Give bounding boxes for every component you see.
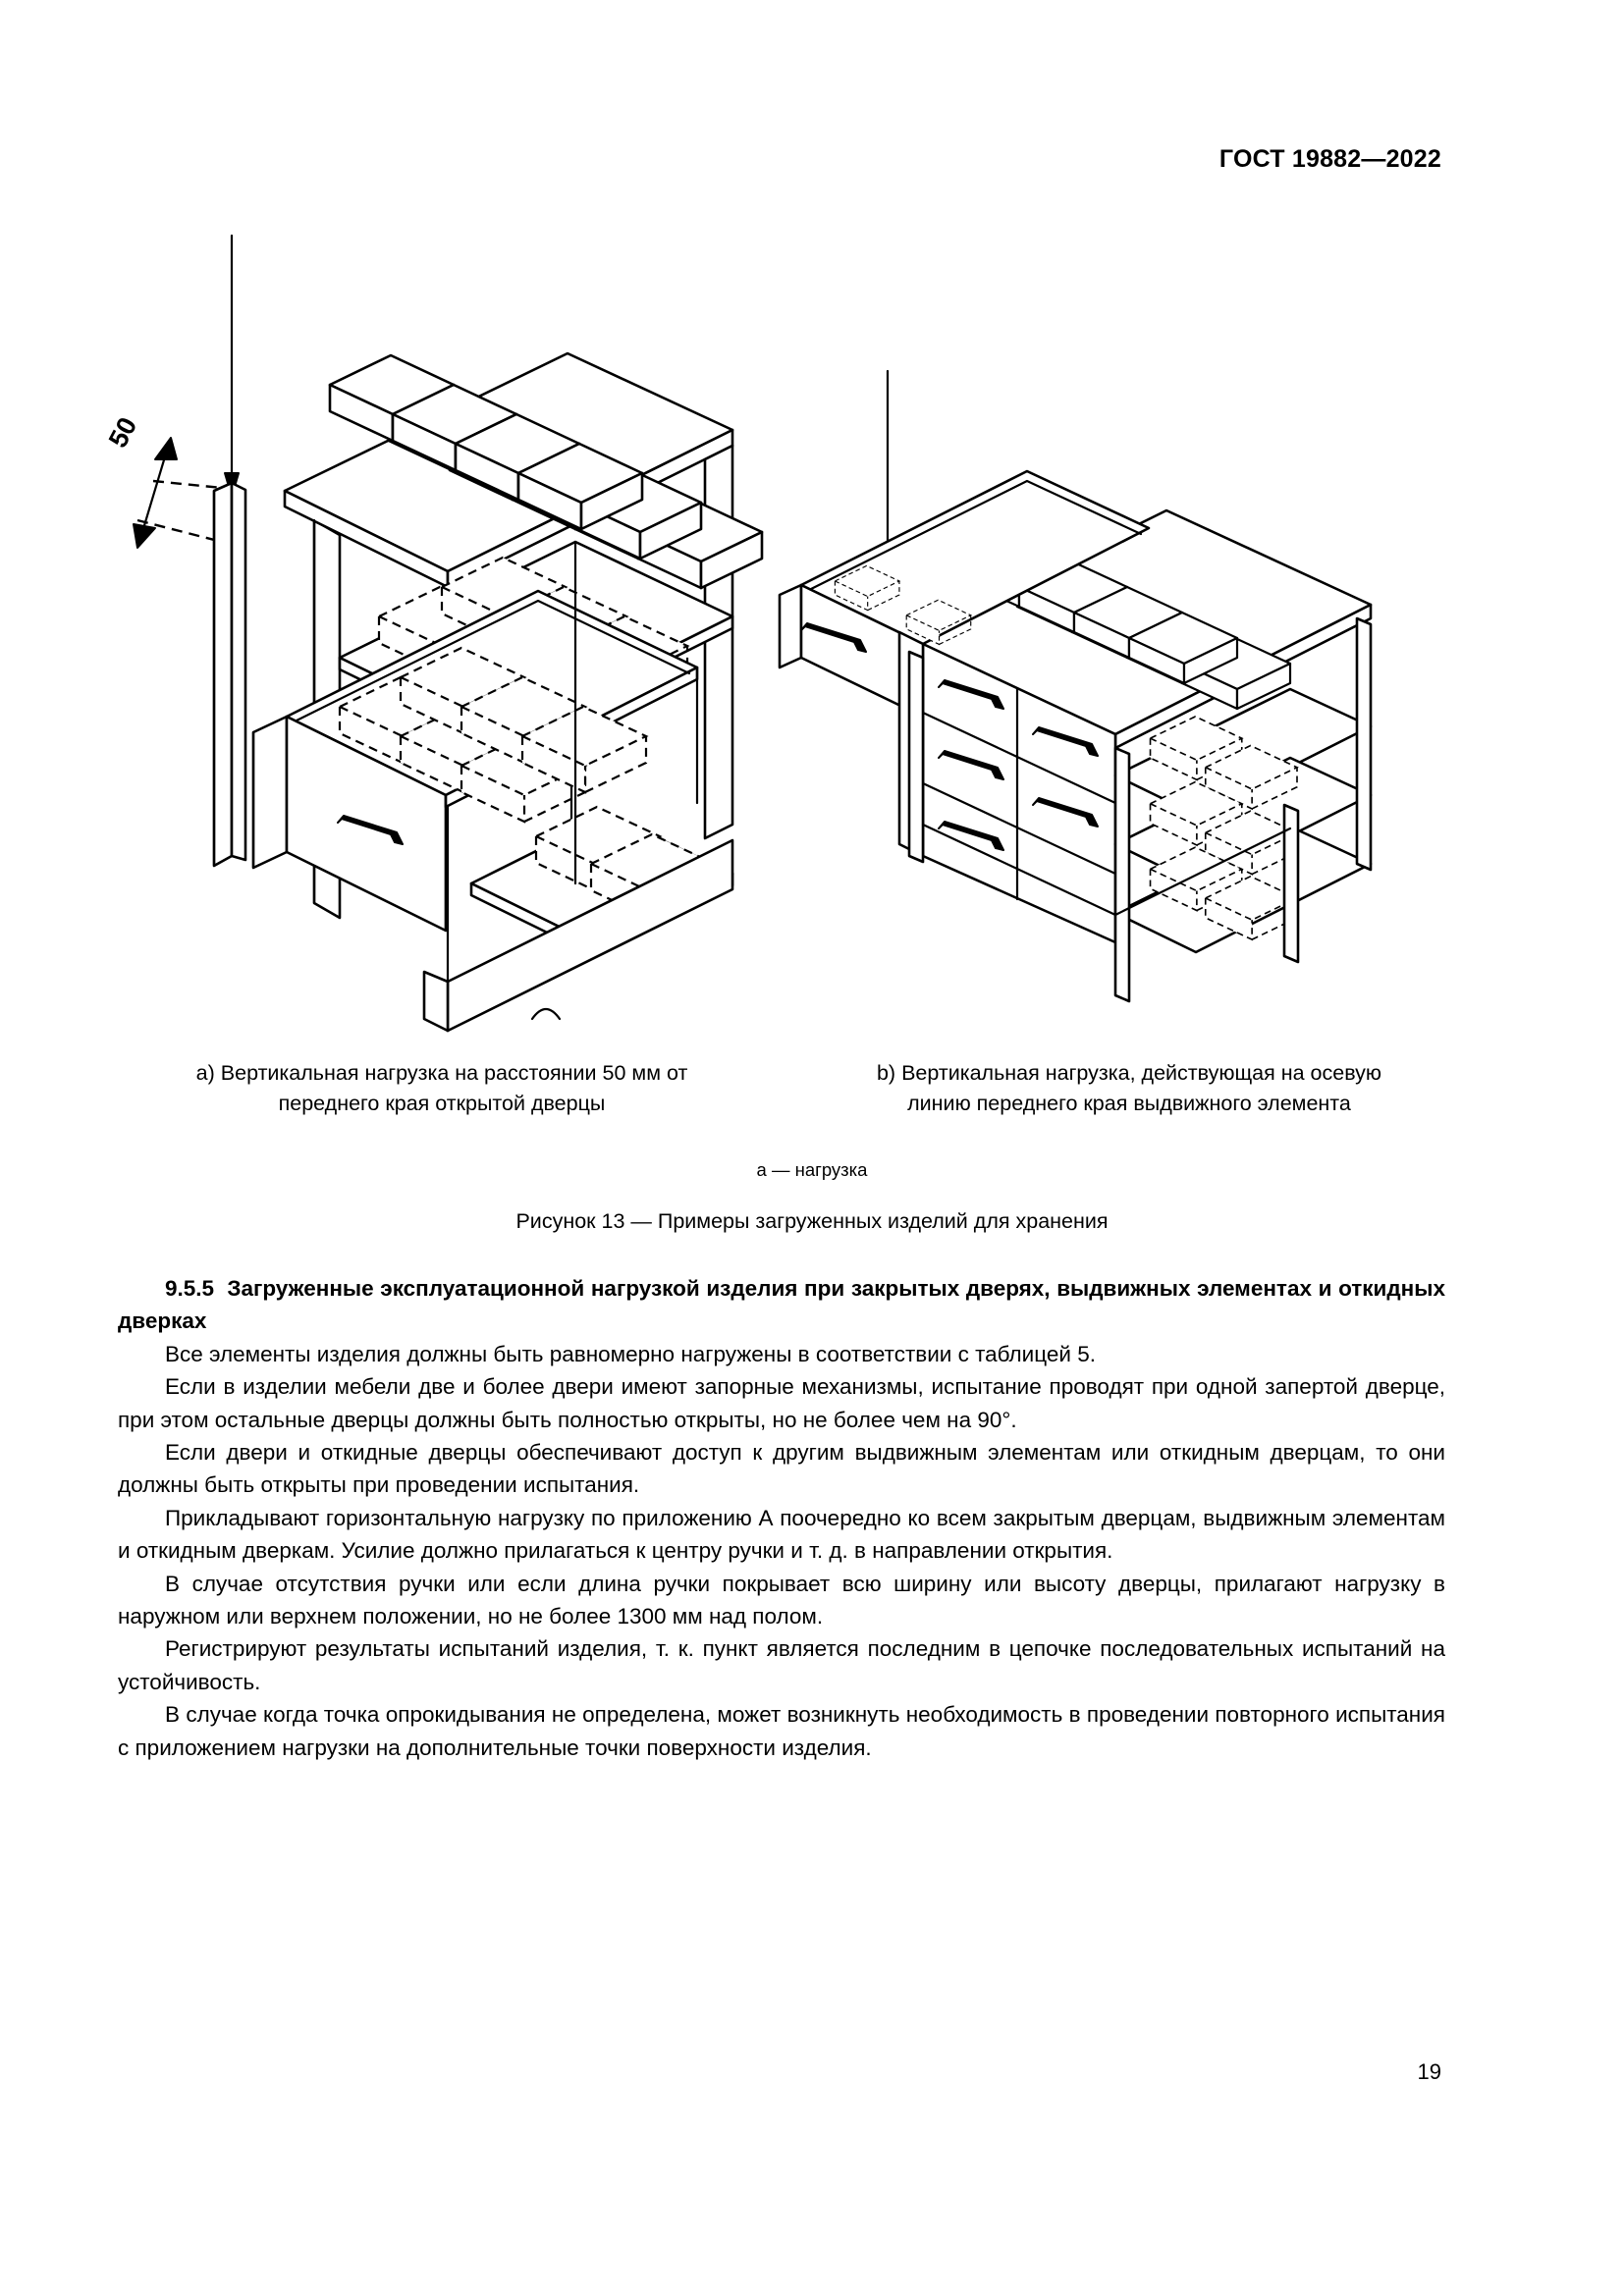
figure-title: Рисунок 13 — Примеры загруженных изделий для хранения [515,1209,1109,1233]
paragraph-5: В случае отсутствия ручки или если длина ручки покрывает всю ширину или высоту дверцы, прилагают нагрузку в наружном или верхнем положении, но не более 1300 мм над полом. [118,1571,1445,1629]
figure-subcaption-a [118,1058,766,1119]
subcaption-b-line2: линию переднего края выдвижного элемента [907,1092,1351,1115]
paragraph-3: Если двери и откидные дверцы обеспечивают доступ к другим выдвижным элементам или откидным дверцам, то они должны быть открыты при проведении испытания. [118,1440,1445,1498]
paragraph-1: Все элементы изделия должны быть равномерно нагружены в соответствии с таблицей 5. [165,1341,1096,1366]
load-arrow-a-left [225,236,239,497]
section-heading-text: Загруженные эксплуатационной нагрузкой изделия при закрытых дверях, выдвижных элементах и откидных дверках [118,1276,1445,1334]
section-number: 9.5.5 [165,1276,215,1301]
dimension-50mm [103,412,232,548]
subcaption-b-marker: b) [876,1061,896,1085]
figure-subcaption-b [785,1058,1473,1119]
subcaption-a-line1: Вертикальная нагрузка на расстоянии 50 мм от [220,1061,688,1085]
cabinet-open-door [214,483,245,866]
subcaption-a-line2: переднего края открытой дверцы [278,1092,606,1115]
paragraph-2: Если в изделии мебели две и более двери имеют запорные механизмы, испытание проводят при одной запертой дверце, при этом остальные дверцы должны быть полностью открыты, но не более чем на 90°. [118,1374,1445,1432]
figure-13-illustrations [102,196,1483,1041]
subcaption-b-line1: Вертикальная нагрузка, действующая на осевую [901,1061,1382,1085]
illustration-b-desk [780,371,1371,1001]
paragraph-7: В случае когда точка опрокидывания не определена, может возникнуть необходимость в проведении повторного испытания с приложением нагрузки на дополнительные точки поверхности изделия. [118,1702,1445,1760]
figure-13-svg [102,196,1483,1041]
illustration-a-cabinet [103,236,762,1031]
section-heading [118,1272,1445,1338]
dimension-50-label: 50 [102,412,143,453]
figure-legend: a — нагрузка [756,1159,868,1180]
subcaption-a-marker: a) [195,1061,215,1085]
figure-subcaptions [118,1058,1492,1119]
running-header-standard-number: ГОСТ 19882—2022 [1218,145,1441,173]
page-number: 19 [1417,2059,1441,2084]
paragraph-4: Прикладывают горизонтальную нагрузку по приложению А поочередно ко всем закрытым дверцам, выдвижным элементам и откидным дверкам. Усилие должно прилагаться к центру ручки и т. д. в направлении открытия. [118,1505,1445,1564]
paragraph-6: Регистрируют результаты испытаний изделия, т. к. пункт является последним в цепочке последовательных испытаний на устойчивость. [118,1636,1445,1694]
section-body [118,1272,1445,1764]
